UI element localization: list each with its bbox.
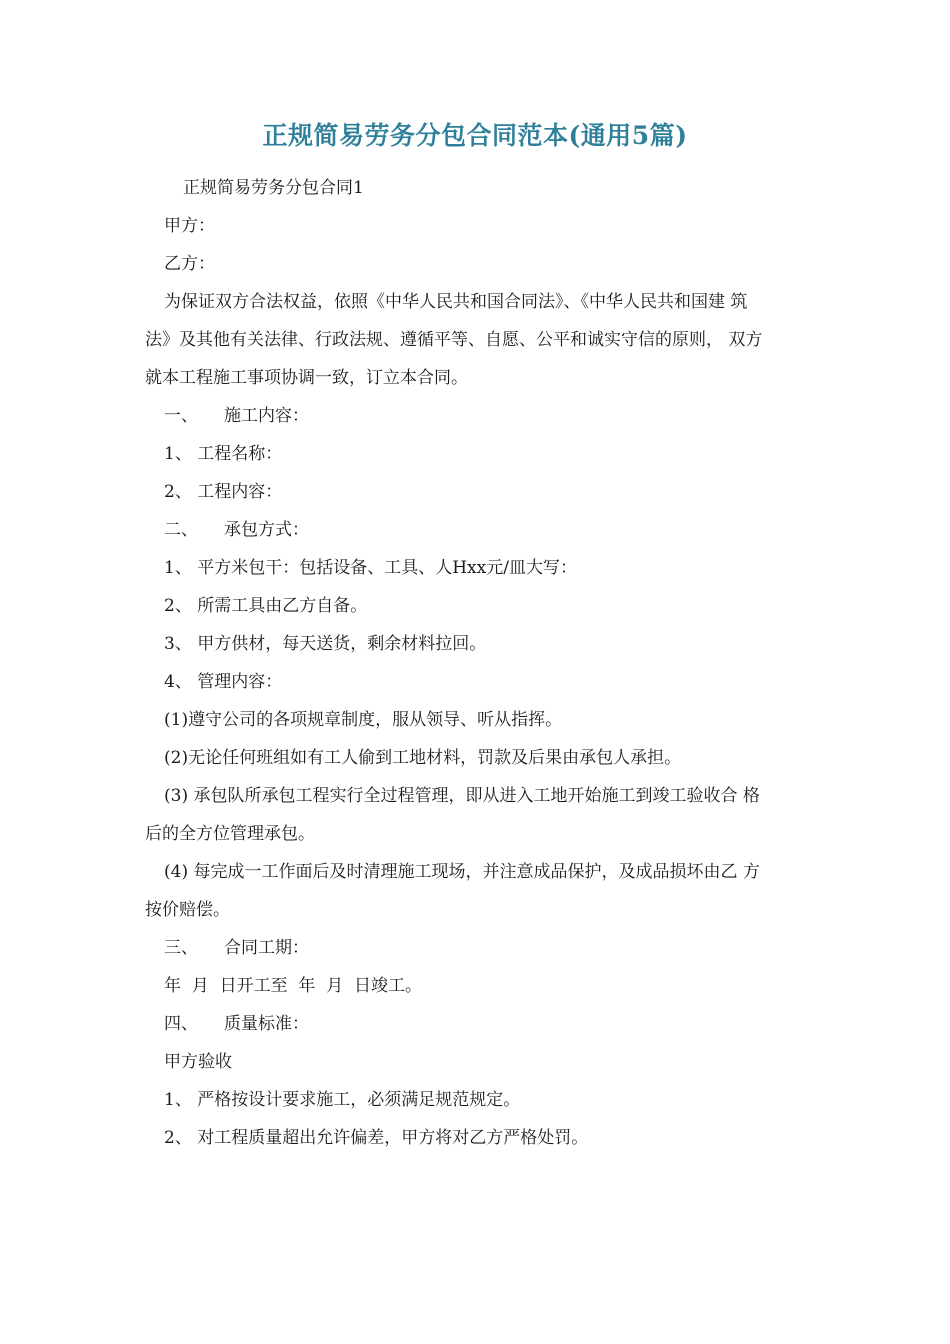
section-2-sub-2: (2)无论任何班组如有工人偷到工地材料，罚款及后果由承包人承担。 bbox=[164, 748, 682, 768]
section-4-heading bbox=[164, 1012, 309, 1036]
document-title: 正规简易劳务分包合同范本(通用5篇) bbox=[262, 121, 688, 150]
section-2-sub-1: (1)遵守公司的各项规章制度，服从领导、听从指挥。 bbox=[164, 710, 563, 730]
section-3-period: 年 月 日开工至 年 月 日竣工。 bbox=[164, 976, 423, 996]
party-b-label: 乙方： bbox=[164, 254, 215, 274]
section-2-item-1: 1、 平方米包干：包括设备、工具、人Hxx元/皿大写： bbox=[164, 558, 577, 578]
intro-line-2: 法》及其他有关法律、行政法规、遵循平等、自愿、公平和诚实守信的原则， 双方 bbox=[145, 330, 763, 350]
section-4-title: 质量标准： bbox=[224, 1014, 309, 1034]
section-2-heading bbox=[164, 518, 309, 542]
contract-subtitle: 正规简易劳务分包合同1 bbox=[183, 178, 364, 198]
section-1-title: 施工内容： bbox=[224, 406, 309, 426]
section-3-heading bbox=[164, 936, 309, 960]
section-2-number: 二、 bbox=[164, 520, 198, 540]
section-1-heading bbox=[164, 404, 309, 428]
section-2-sub-3-line-2: 后的全方位管理承包。 bbox=[145, 824, 315, 844]
section-4-item-1: 1、 严格按设计要求施工，必须满足规范规定。 bbox=[164, 1090, 521, 1110]
section-3-title: 合同工期： bbox=[224, 938, 309, 958]
section-4-number: 四、 bbox=[164, 1014, 198, 1034]
section-2-sub-4-line-2: 按价赔偿。 bbox=[145, 900, 230, 920]
section-2-item-4: 4、 管理内容： bbox=[164, 672, 283, 692]
section-1-item-2: 2、 工程内容： bbox=[164, 482, 283, 502]
section-2-item-3: 3、 甲方供材，每天送货，剩余材料拉回。 bbox=[164, 634, 487, 654]
party-a-label: 甲方： bbox=[164, 216, 215, 236]
section-4-acceptance: 甲方验收 bbox=[164, 1052, 232, 1072]
intro-line-3: 就本工程施工事项协调一致，订立本合同。 bbox=[145, 368, 468, 388]
section-4-item-2: 2、 对工程质量超出允许偏差，甲方将对乙方严格处罚。 bbox=[164, 1128, 589, 1148]
section-2-sub-3-line-1: (3) 承包队所承包工程实行全过程管理，即从进入工地开始施工到竣工验收合 格 bbox=[164, 786, 760, 806]
section-1-number: 一、 bbox=[164, 406, 198, 426]
section-3-number: 三、 bbox=[164, 938, 198, 958]
section-1-item-1: 1、 工程名称： bbox=[164, 444, 283, 464]
section-2-item-2: 2、 所需工具由乙方自备。 bbox=[164, 596, 368, 616]
section-2-sub-4-line-1: (4) 每完成一工作面后及时清理施工现场，并注意成品保护，及成品损坏由乙 方 bbox=[164, 862, 760, 882]
section-2-title: 承包方式： bbox=[224, 520, 309, 540]
intro-line-1: 为保证双方合法权益，依照《中华人民共和国合同法》、《中华人民共和国建 筑 bbox=[164, 292, 748, 312]
